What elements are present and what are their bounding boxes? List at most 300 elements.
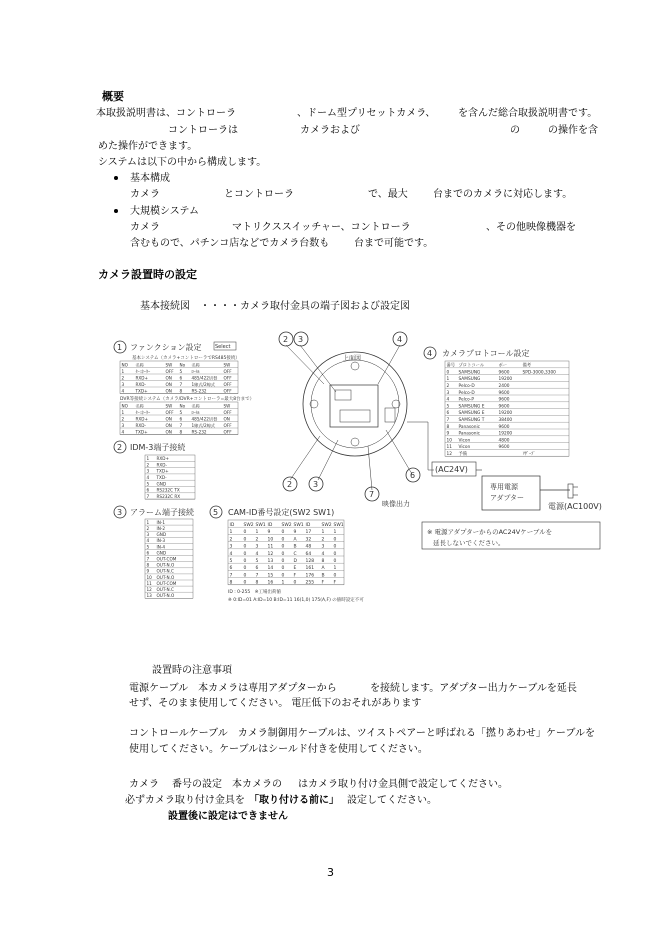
sec1-table1-cell: OFF [223, 381, 232, 387]
sec5-table-cell: F [321, 580, 325, 586]
sec5-table-cell: ID [305, 523, 311, 528]
sec5-table-cell: 5 [229, 559, 233, 564]
overview-line1a: 本取扱説明書は、コントローラ [96, 108, 236, 119]
callout-4-top: 4 [397, 335, 403, 344]
sec1-table1-cell: ON [165, 388, 172, 394]
notes-heading: 設置時の注意事項 [152, 665, 232, 676]
sec4-table-cell: 1 [446, 377, 450, 383]
sec5-table-cell: 1 [321, 530, 325, 536]
sec5-table-cell: 4 [229, 551, 233, 557]
sec5-table-cell: 8 [229, 580, 233, 586]
sec1-table1-cell: OFF [165, 368, 174, 374]
sec5-table-cell: 9 [293, 530, 297, 536]
page-number: 3 [327, 866, 334, 879]
sec1-table1-cell: 3 [121, 381, 125, 387]
sec5-table-cell: 0 [243, 566, 247, 572]
large-d: 含むもので、パチンコ店などでカメラ台数も [130, 238, 330, 249]
overview-heading: 概要 [102, 90, 124, 103]
sec1-table1-cell: OFF [223, 368, 232, 374]
sec4-table-cell: SAMSUNG [458, 377, 481, 383]
sec1-table1-cell: No [179, 362, 186, 368]
sec1-table2-cell: SW [223, 403, 231, 409]
sec4-table-cell: 38400 [498, 418, 513, 423]
sec4-table-cell: 6 [446, 411, 450, 417]
sec4-table-cell: Pelco-D [458, 390, 475, 396]
notes-p3d: 必ずカメラ取り付け金具を [125, 795, 245, 806]
sec4-table-cell: 4 [446, 397, 450, 403]
sec5-table-cell: 176 [305, 573, 315, 579]
sec5-table-cell: 0 [243, 580, 247, 586]
overview-line2c: の [510, 125, 520, 136]
sec1-table2-cell: RXD- [135, 422, 147, 428]
sec2-table-cell: TXD- [156, 475, 167, 480]
callout-1: 1 [117, 343, 123, 352]
sec1-table1-cell: 8 [179, 388, 183, 394]
sec3-table-cell: IN-3 [156, 538, 166, 544]
sec1-table2 [120, 402, 238, 435]
sec4-table-cell: 9600 [498, 397, 510, 403]
callout-3-top-circle [294, 332, 308, 346]
sec4-title: カメラプロトコール設定 [442, 349, 530, 358]
sec4-table-cell: SAMSUNG E [458, 404, 485, 410]
sec5-table-cell: 1 [229, 530, 233, 536]
sec5-table-cell: D [293, 559, 297, 564]
sec5-table-cell: F [293, 573, 297, 579]
sec3-title: アラーム端子接続 [130, 508, 194, 517]
sec1-table2-cell: ON [223, 416, 230, 422]
sec1-table1-cell: RXD- [135, 381, 147, 387]
sec2-table-cell: 5 [146, 481, 150, 487]
sec4-table-cell: 10 [446, 438, 452, 444]
sec1-table2-cell: OFF [223, 429, 232, 435]
callout-6-circle [406, 468, 420, 482]
sec1-table1-cell: 1 [121, 368, 125, 374]
sec5-table-cell: 2 [255, 537, 259, 543]
sec5-table-cell: 0 [243, 530, 247, 536]
top-view-label: 上面図 [343, 355, 362, 362]
sec3-table-cell: 11 [146, 580, 152, 586]
sec4-table-cell: 12 [446, 452, 452, 457]
sec5-table-cell: 0 [281, 573, 285, 579]
sec1-table2-border [120, 402, 238, 435]
sec2-table-cell: RS232C RX [156, 493, 181, 499]
notes-p3a: カメラ [129, 779, 159, 790]
sec5-table-cell: 1 [333, 566, 337, 572]
sec5-table-cell: 3 [229, 544, 233, 550]
sec5-table-cell: 4 [255, 551, 259, 557]
sec1-table2-cell: ON [165, 429, 172, 435]
sec2-table-cell: RXD+ [156, 456, 170, 462]
notes-p3g: 設置後に設定はできません [168, 811, 288, 822]
sec1-table1-cell: 6 [179, 375, 183, 381]
sec3-table-cell: IN-1 [156, 519, 166, 525]
sec5-table-cell: A [321, 566, 325, 572]
sec3-table [145, 519, 193, 598]
sec5-table-cell: 0 [333, 544, 337, 550]
sec5-table-cell: 3 [255, 544, 259, 550]
sec4-table-cell: プロトコール [458, 363, 485, 369]
sec4-table-cell: Pelco-D [458, 384, 475, 389]
sec1-table2-cell: SW [165, 403, 173, 409]
sec4-table-cell: 5 [446, 404, 450, 410]
sec5-table-cell: 0 [333, 559, 337, 564]
sec1-table1-cell: ON [165, 375, 172, 381]
overview-line1c: を含んだ総合取扱説明書です。 [458, 108, 598, 119]
sec1-badge: Select [215, 344, 231, 350]
sec1-table1-cell: SW [223, 362, 231, 368]
sec2-table-border [145, 455, 195, 499]
sec5-table-cell: 128 [305, 559, 315, 564]
sec4-table-cell: 11 [446, 445, 452, 451]
callout-2-bottom-circle [283, 477, 297, 491]
sec1-badge-box [214, 342, 236, 350]
sec2-table [145, 455, 195, 499]
sec1-table2-cell: OFF [223, 409, 232, 415]
sec4-table-cell: 0 [446, 370, 450, 376]
sec5-table-cell: 0 [281, 559, 285, 564]
basic-a: カメラ [130, 189, 160, 200]
notes-p1a: 電源ケーブル 本カメラは専用アダプターから [129, 683, 337, 694]
sec4-table-cell: 備考 [522, 363, 532, 369]
sec4-table-cell: 3 [446, 390, 450, 396]
callout-5-circle [210, 506, 222, 518]
sec5-table-cell: C [293, 551, 297, 557]
sec5-table-cell: 10 [267, 537, 274, 543]
sec5-table-cell: B [293, 544, 297, 550]
sec5-table-border [228, 520, 344, 585]
sec2-table-cell: TXD+ [156, 468, 169, 474]
sec1-table1-cell: ON [165, 381, 172, 387]
sec5-table-cell: SW2 [321, 523, 332, 528]
sec3-table-cell: IN-2 [156, 526, 166, 531]
sec1-table1-cell: SW [165, 362, 173, 368]
sec5-table-cell: 0 [243, 573, 247, 579]
sec5-table-cell: 0 [243, 537, 247, 543]
callout-3-left: 3 [117, 508, 123, 517]
sec1-table2-cell: 2 [121, 416, 125, 422]
sec5-table-cell: 2 [229, 537, 233, 543]
sec1-table2-cell: 1 [121, 409, 125, 415]
warning-line2: 延長しないでください。 [433, 539, 505, 547]
sec4-table-cell: Pelco-P [458, 397, 474, 403]
sec1-table2-cell: ON [165, 416, 172, 422]
sec1-table1 [120, 361, 238, 394]
overview-line2d: の操作を含 [548, 125, 598, 136]
sec4-table-cell: 2 [446, 384, 450, 389]
sec5-table-cell: 8 [321, 559, 325, 564]
sec4-table-cell: 番号 [446, 363, 456, 369]
sec1-table1-cell: ﾛｰｶﾙ [191, 368, 200, 374]
sec4-table-cell: 予備 [458, 452, 468, 457]
sec4-table-cell: ﾘｻﾞｰﾌﾞ [522, 452, 536, 457]
sec2-title: IDM-3端子接続 [130, 443, 186, 452]
sec4-table-cell: 7 [446, 418, 450, 423]
sec4-table [445, 361, 569, 457]
sec5-table-cell: 1 [255, 530, 259, 536]
sec3-table-cell: GND [156, 550, 167, 556]
sec4-table-cell: SPD-3000,3300 [522, 370, 556, 376]
overview-line3: めた操作ができます。 [98, 141, 198, 152]
sec1-title: ファンクション設定 [130, 343, 202, 352]
sec2-table-cell: 1 [146, 456, 150, 462]
sec1-table1-cell: 名称 [191, 362, 200, 368]
sec3-table-cell: 3 [146, 532, 150, 538]
sec5-title: CAM-ID番号設定(SW2 SW1) [228, 508, 335, 517]
sec1-table1-cell: 4 [121, 388, 125, 394]
sec3-table-cell: OUT-N.C [156, 587, 174, 592]
sec5-table-cell: 11 [267, 544, 274, 550]
basic-b: とコントローラ [224, 189, 294, 200]
sec3-table-cell: 10 [146, 574, 152, 580]
setup-heading: カメラ設置時の設定 [98, 268, 197, 281]
sec4-table-cell: 8 [446, 424, 450, 430]
callout-2-top-circle [279, 332, 293, 346]
sec5-table-cell: 1 [281, 580, 285, 586]
sec3-table-cell: 12 [146, 587, 152, 592]
sec5-table-cell: ID [229, 523, 235, 528]
sec4-table-cell: 9600 [498, 445, 510, 451]
sec5-note1: ID : 0-255 ※工場出荷値 [228, 590, 282, 595]
sec1-table2-cell: TXD+ [135, 429, 148, 435]
sec5-table-cell: 4 [321, 551, 325, 557]
sec1-table2-cell: 5 [179, 409, 183, 415]
sec1-table2-cell: 名称 [135, 403, 144, 409]
callout-3-top: 3 [298, 335, 304, 344]
sec5-table-cell: 0 [281, 530, 285, 536]
sec4-table-cell: Panasonic [458, 424, 481, 430]
sec5-table-cell: 48 [305, 544, 312, 550]
video-out-label: 映像出力 [382, 500, 410, 508]
sec5-table-cell: 32 [305, 537, 312, 543]
sec5-table-cell: 8 [255, 580, 259, 586]
sec1-table2-cell: 7 [179, 422, 183, 428]
sec5-table-cell: 0 [293, 580, 297, 586]
camera-bracket-drawing [286, 345, 434, 490]
sec5-table-cell: 15 [267, 573, 274, 579]
sec3-table-cell: 6 [146, 550, 150, 556]
callout-3-left-circle [114, 506, 126, 518]
bullet-large [114, 209, 118, 213]
sec1-table1-cell: RS-232 [191, 388, 207, 394]
sec1-table1-cell: 5 [179, 368, 183, 374]
sec3-table-cell: OUT-N.O [156, 593, 175, 599]
overview-line2b: カメラおよび [300, 125, 360, 136]
sec1-table1-cell: 2 [121, 375, 125, 381]
sec1-table2-cell: 6 [179, 416, 183, 422]
sec3-table-cell: OUT-N.O [156, 574, 175, 580]
notes-p2a: コントロールケーブル カメラ制御用ケーブルは、ツイストペアーと呼ばれる「撚りあわせ」ケーブルを [129, 728, 595, 739]
sec5-table-cell: 12 [267, 551, 274, 557]
notes-p2b: 使用してください。ケーブルはシールド付きを使用してください。 [129, 744, 428, 755]
sec1-table2-cell: ON [165, 422, 172, 428]
callout-4-right-circle [424, 347, 436, 359]
overview-line2a: コントローラは [168, 125, 238, 136]
large-a: カメラ [130, 222, 160, 233]
sec4-table-cell: 19200 [498, 377, 513, 383]
sec1-table2-cell: OFF [223, 422, 232, 428]
sec3-table-cell: OUT-COM [156, 556, 177, 562]
sec1-table2-cell: 485/422切替 [191, 416, 218, 422]
sec5-table-cell: 7 [255, 573, 259, 579]
sec5-table-cell: 3 [321, 544, 325, 550]
sec5-table-cell: 13 [267, 559, 274, 564]
sec4-table-cell: 9 [446, 431, 450, 437]
notes-p1c: せず、そのまま使用してください。 電圧低下のおそれがあります [129, 698, 422, 709]
callout-2-left-circle [114, 441, 126, 453]
warning-box [422, 522, 600, 549]
adapter-line1: 専用電源 [490, 483, 518, 491]
large-b: マトリクススイッチャー、コントローラ [232, 222, 411, 233]
sec1-table2-cell: ﾀｰﾐﾈｰﾀｰ [135, 409, 151, 415]
sec3-table-cell: IN-4 [156, 544, 166, 550]
sec1-table1-border [120, 361, 238, 394]
large-e: 台まで可能です。 [354, 238, 434, 249]
callout-7-circle [365, 487, 379, 501]
sec1-table1-cell: RXD+ [135, 375, 149, 381]
sec2-table-cell: 2 [146, 462, 150, 468]
sec5-table-cell: 2 [321, 537, 325, 543]
sec2-table-cell: 3 [146, 468, 150, 474]
sec2-table-cell: RXD- [156, 462, 168, 468]
sec3-table-cell: 9 [146, 568, 150, 574]
callout-5: 5 [213, 508, 219, 517]
notes-p3f: 設定してください。 [347, 795, 437, 806]
sec5-table-cell: E [293, 566, 297, 572]
sec5-table-cell: 0 [333, 537, 337, 543]
sec5-table-cell: SW1 [293, 523, 304, 528]
sec1-table2-cell: No [179, 403, 186, 409]
sec4-table-cell: 19200 [498, 411, 513, 417]
sec3-table-cell: 7 [146, 556, 150, 562]
sec5-table-cell: 7 [229, 573, 233, 579]
sec5-table-cell: 64 [305, 551, 312, 557]
callout-2-left: 2 [117, 443, 123, 452]
sec4-table-cell: SAMSUNG [458, 370, 481, 376]
sec4-table-cell: 4800 [498, 438, 510, 444]
sec1-table1-cell: OFF [223, 388, 232, 394]
sec3-table-cell: OUT-COM [156, 580, 177, 586]
sec2-table-cell: RS232C TX [156, 487, 180, 493]
sec1-table1-cell: NO [121, 362, 128, 368]
sec5-table-cell: A [293, 537, 297, 543]
sec1-table2-cell: OFF [165, 409, 174, 415]
sec4-table-cell: 9600 [498, 424, 510, 430]
sec5-table-cell: 9 [267, 530, 271, 536]
callout-1-circle [114, 341, 126, 353]
sec5-table-cell: 255 [305, 580, 315, 586]
bullet-basic [114, 176, 118, 180]
sec2-table-cell: GND [156, 481, 167, 487]
sec5-table-cell: 0 [243, 551, 247, 557]
sec3-table-border [145, 519, 193, 598]
sec5-table-cell: 6 [229, 566, 233, 572]
sec2-table-cell: 4 [146, 475, 150, 480]
sec5-table-cell: 0 [281, 537, 285, 543]
sec3-table-cell: 8 [146, 562, 150, 568]
sec2-table-cell: 6 [146, 487, 150, 493]
sec5-table-cell: 14 [267, 566, 274, 572]
sec4-table-cell: Vicon [458, 445, 471, 451]
sec5-table-cell: ID [267, 523, 273, 528]
sec1-table1-cell: TXD+ [135, 388, 148, 394]
notes-p3c: はカメラ取り付け金具側で設定してください。 [298, 779, 508, 790]
sec4-table-cell: 2400 [498, 384, 510, 389]
power-label: 電源(AC100V) [548, 502, 602, 511]
sec5-table-cell: SW2 [281, 523, 292, 528]
callout-2-top: 2 [283, 335, 289, 344]
sec5-table [228, 520, 344, 586]
sec1-table2-cell: 8 [179, 429, 183, 435]
notes-p3b: 番号の設定 本カメラの [172, 779, 282, 790]
sec1-table2-cell: 1線式/2線式 [191, 422, 215, 428]
sec1-note2: DVR等接続システム（カメラ/DVR+コントローラ=最大8台まで） [120, 397, 255, 402]
basic-title: 基本構成 [130, 173, 170, 184]
sec5-table-cell: 0 [333, 573, 337, 579]
basic-c: で、最大 [368, 189, 408, 200]
sec1-table2-cell: 4 [121, 429, 125, 435]
sec2-table-cell: 7 [146, 493, 150, 499]
sec4-table-cell: 9600 [498, 404, 510, 410]
sec3-table-cell: 13 [146, 593, 152, 599]
sec5-table-cell: B [321, 573, 325, 579]
sec5-table-cell: SW1 [255, 523, 266, 528]
callout-7: 7 [369, 490, 375, 499]
sec5-table-cell: 161 [305, 566, 315, 572]
sec4-table-cell: 9600 [498, 390, 510, 396]
callout-4-top-circle [393, 332, 407, 346]
sec5-table-cell: 0 [281, 551, 285, 557]
power-plug [568, 484, 573, 498]
basic-d: 台までのカメラに対応します。 [433, 189, 573, 200]
callout-3-bottom-circle [309, 477, 323, 491]
sec1-table1-cell: OFF [223, 375, 232, 381]
large-c: 、その他映像機器を [486, 222, 576, 233]
sec1-table1-cell: 7 [179, 381, 183, 387]
callout-6: 6 [410, 471, 416, 480]
sec5-table-cell: 5 [255, 559, 259, 564]
sec3-table-cell: 1 [146, 519, 150, 525]
sec4-table-cell: SAMSUNG E [458, 411, 485, 417]
adapter-box [482, 476, 540, 510]
callout-2-bottom: 2 [287, 480, 293, 489]
sec5-note2: ※ 0:ID=01 A:ID=10 B:ID=11 16(1,0) 175(A,F) の値時設定不可 [228, 598, 364, 603]
sec4-table-cell: ボー [498, 363, 508, 369]
notes-p1b: を接続します。アダプター出力ケーブルを延長 [370, 683, 577, 694]
sec5-table-cell: 6 [255, 566, 259, 572]
sec4-table-border [445, 361, 569, 456]
callout-4-right: 4 [427, 349, 433, 358]
sec1-table2-cell: RXD+ [135, 416, 149, 422]
sec4-table-cell: Vicon [458, 438, 471, 444]
sec3-table-cell: 5 [146, 544, 150, 550]
sec4-table-cell: 19200 [498, 431, 513, 437]
ac24-box [432, 462, 476, 476]
sec3-table-cell: OUT-N.O [156, 562, 175, 568]
sec3-table-cell: OUT-N.C [156, 568, 174, 574]
sec3-table-cell: 2 [146, 526, 150, 531]
sec5-table-cell: 0 [243, 544, 247, 550]
sec1-table1-cell: 名称 [135, 362, 144, 368]
sec4-table-cell: 9600 [498, 370, 510, 376]
adapter-line2: アダプター [490, 494, 525, 502]
ac24-label: (AC24V) [435, 465, 468, 474]
sec1-table1-cell: 1線式/2線式 [191, 381, 215, 387]
callout-3-bottom: 3 [313, 480, 319, 489]
sec5-table-cell: 0 [281, 544, 285, 550]
sec5-table-cell: SW1 [333, 523, 344, 528]
sec1-table2-cell: RS-232 [191, 429, 207, 435]
sec4-table-cell: SAMSUNG T [458, 418, 485, 423]
